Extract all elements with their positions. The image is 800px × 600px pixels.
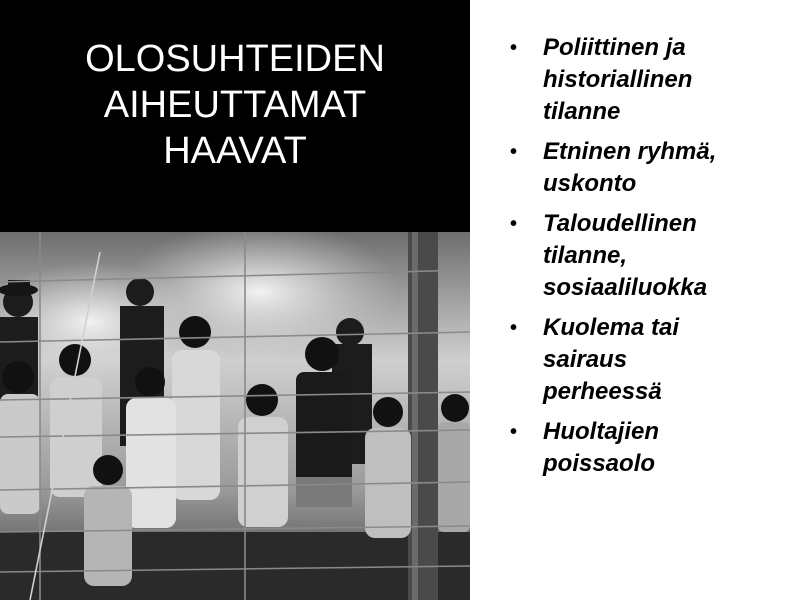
bullet-list xyxy=(508,32,798,488)
title-line: HAAVAT xyxy=(163,130,307,172)
bullet-text-line: historiallinen xyxy=(543,66,693,93)
slide-title xyxy=(0,36,470,174)
bullet-item xyxy=(508,32,798,128)
title-line: OLOSUHTEIDEN xyxy=(85,38,385,80)
bullet-marker: • xyxy=(510,421,518,443)
bullet-marker: • xyxy=(510,37,518,59)
bullet-text-line: Etninen ryhmä, xyxy=(543,138,717,165)
bullet-marker: • xyxy=(510,141,518,163)
bullet-item xyxy=(508,416,798,480)
bullet-marker: • xyxy=(510,213,518,235)
bullet-text-line: uskonto xyxy=(543,170,637,197)
bullet-item xyxy=(508,136,798,200)
bullet-text-line: tilanne xyxy=(543,98,621,125)
bullet-text-line: perheessä xyxy=(543,378,662,405)
bullet-text-line: Huoltajien xyxy=(543,418,660,445)
bullet-text-line: poissaolo xyxy=(543,450,656,477)
bullet-marker: • xyxy=(510,317,518,339)
bullet-item xyxy=(508,312,798,408)
children-behind-fence-photo xyxy=(0,232,470,600)
bullet-text-line: Taloudellinen xyxy=(543,210,697,237)
title-panel xyxy=(0,0,470,232)
title-line: AIHEUTTAMAT xyxy=(103,84,367,126)
bullet-item xyxy=(508,208,798,304)
bullet-text-line: Kuolema tai xyxy=(543,314,680,341)
bullet-text-line: sairaus xyxy=(543,346,628,373)
bullet-text-line: tilanne, xyxy=(543,242,628,269)
bullet-text-line: sosiaaliluokka xyxy=(543,274,708,301)
bullet-text-line: Poliittinen ja xyxy=(543,34,686,61)
